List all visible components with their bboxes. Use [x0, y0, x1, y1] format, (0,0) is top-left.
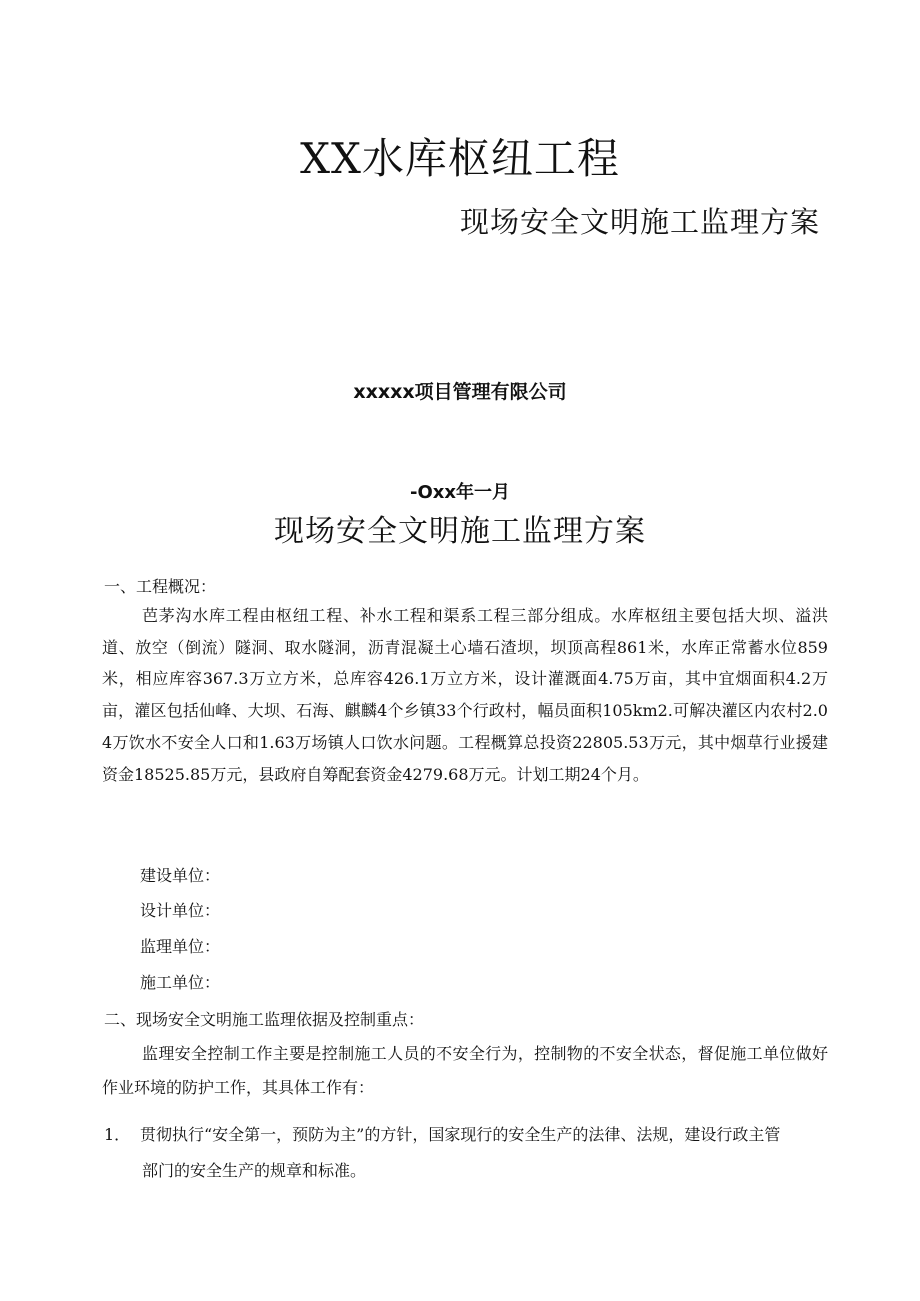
unit-supervisor-label: 监理单位：	[140, 937, 221, 956]
section-1-heading: 一、工程概况：	[104, 577, 217, 596]
unit-contractor-label: 施工单位：	[140, 973, 221, 992]
list-item	[140, 1117, 828, 1189]
cover-date: -Oxx年一月	[410, 482, 510, 503]
list-item-line-2: 部门的安全生产的规章和标准。	[142, 1161, 367, 1180]
project-overview-paragraph: 芭茅沟水库工程由枢纽工程、补水工程和渠系工程三部分组成。水库枢纽主要包括大坝、溢洪道、放空（倒流）隧洞、取水隧洞，沥青混凝土心墙石渣坝，坝顶高程861米，水库正常蓄水位859米，相应库容367.3万立方米，总库容426.1万立方米，设计灌溉面4.75万亩，其中宜烟面积4.2万亩，灌区包括仙峰、大坝、石海、麒麟4个乡镇33个行政村，幅员面积105km2.可解决灌区内农村2.04万饮水不安全人口和1.63万场镇人口饮水问题。工程概算总投资22805.53万元，其中烟草行业援建资金18525.85万元，县政府自筹配套资金4279.68万元。计划工期24个月。	[102, 606, 828, 784]
section-2-heading: 二、现场安全文明施工监理依据及控制重点：	[104, 1010, 425, 1029]
company-name: xxxxx项目管理有限公司	[353, 381, 567, 403]
unit-owner-label: 建设单位：	[140, 866, 221, 885]
list-item-number: 1．	[104, 1125, 131, 1144]
document-title: 现场安全文明施工监理方案	[274, 514, 646, 549]
cover-subtitle: 现场安全文明施工监理方案	[459, 205, 820, 239]
list-item-line-1: 贯彻执行“安全第一，预防为主”的方针，国家现行的安全生产的法律、法规，建设行政主管	[140, 1125, 781, 1144]
cover-title: XX水库枢纽工程	[300, 134, 620, 183]
control-focus-paragraph: 监理安全控制工作主要是控制施工人员的不安全行为，控制物的不安全状态，督促施工单位做好作业环境的防护工作，其具体工作有：	[102, 1044, 828, 1097]
unit-designer-label: 设计单位：	[140, 901, 221, 920]
